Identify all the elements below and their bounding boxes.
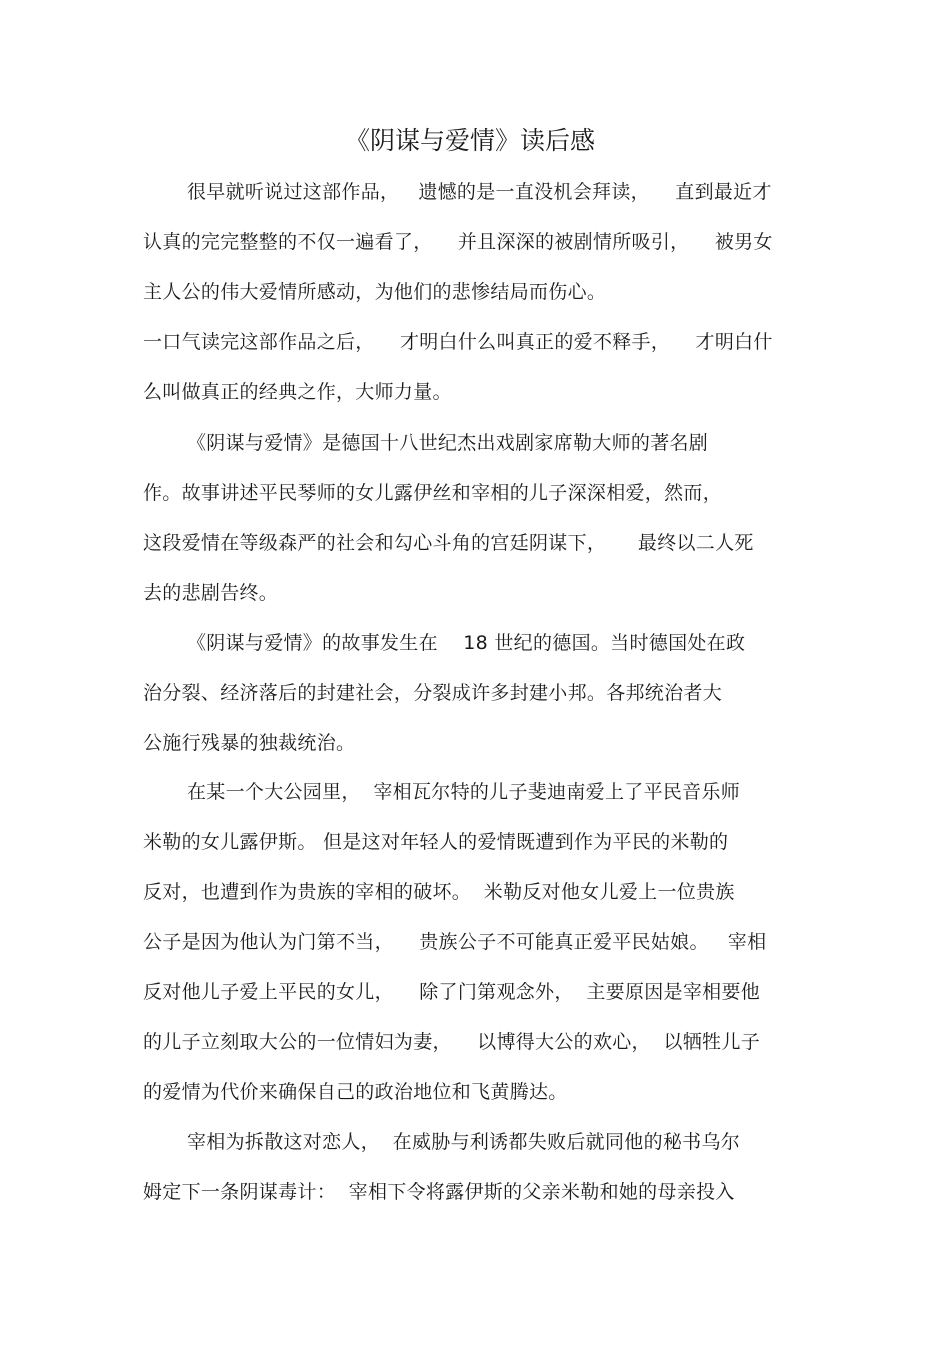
text-line-13: 在某一个大公园里， 宰相瓦尔特的儿子斐迪南爱上了平民音乐师 <box>187 781 741 803</box>
text-line-16: 公子是因为他认为门第不当， 贵族公子不可能真正爱平民姑娘。 宰相 <box>143 931 767 953</box>
text-line-8: 这段爱情在等级森严的社会和勾心斗角的宫廷阴谋下， 最终以二人死 <box>143 532 754 554</box>
text-line-12: 公施行残暴的独裁统治。 <box>143 732 356 754</box>
text-line-21: 姆定下一条阴谋毒计： 宰相下令将露伊斯的父亲米勒和她的母亲投入 <box>143 1181 735 1203</box>
text-line-15: 反对，也遭到作为贵族的宰相的破坏。 米勒反对他女儿爱上一位贵族 <box>143 881 735 903</box>
text-line-3: 主人公的伟大爱情所感动，为他们的悲惨结局而伤心。 <box>143 281 607 303</box>
text-line-5: 么叫做真正的经典之作，大师力量。 <box>143 381 452 403</box>
text-line-4: 一口气读完这部作品之后， 才明白什么叫真正的爱不释手， 才明白什 <box>143 331 773 353</box>
text-line-7: 作。故事讲述平民琴师的女儿露伊丝和宰相的儿子深深相爱，然而， <box>143 482 723 504</box>
text-line-20: 宰相为拆散这对恋人， 在威胁与利诱都失败后就同他的秘书乌尔 <box>187 1131 741 1153</box>
text-line-11: 治分裂、经济落后的封建社会，分裂成许多封建小邦。各邦统治者大 <box>143 682 723 704</box>
text-line-19: 的爱情为代价来确保自己的政治地位和飞黄腾达。 <box>143 1081 568 1103</box>
text-line-6: 《阴谋与爱情》是德国十八世纪杰出戏剧家席勒大师的著名剧 <box>187 432 709 454</box>
text-line-2: 认真的完完整整的不仅一遍看了， 并且深深的被剧情所吸引， 被男女 <box>143 231 773 253</box>
text-line-14: 米勒的女儿露伊斯。 但是这对年轻人的爱情既遭到作为平民的米勒的 <box>143 831 729 853</box>
text-line-17: 反对他儿子爱上平民的女儿， 除了门第观念外， 主要原因是宰相要他 <box>143 981 761 1003</box>
text-line-9: 去的悲剧告终。 <box>143 582 279 604</box>
text-line-10: 《阴谋与爱情》的故事发生在 18 世纪的德国。当时德国处在政 <box>187 632 746 654</box>
document-title: 《阴谋与爱情》读后感 <box>344 126 595 155</box>
text-line-18: 的儿子立刻取大公的一位情妇为妻， 以博得大公的欢心， 以牺牲儿子 <box>143 1031 761 1053</box>
text-line-1: 很早就听说过这部作品， 遗憾的是一直没机会拜读， 直到最近才 <box>187 181 772 203</box>
